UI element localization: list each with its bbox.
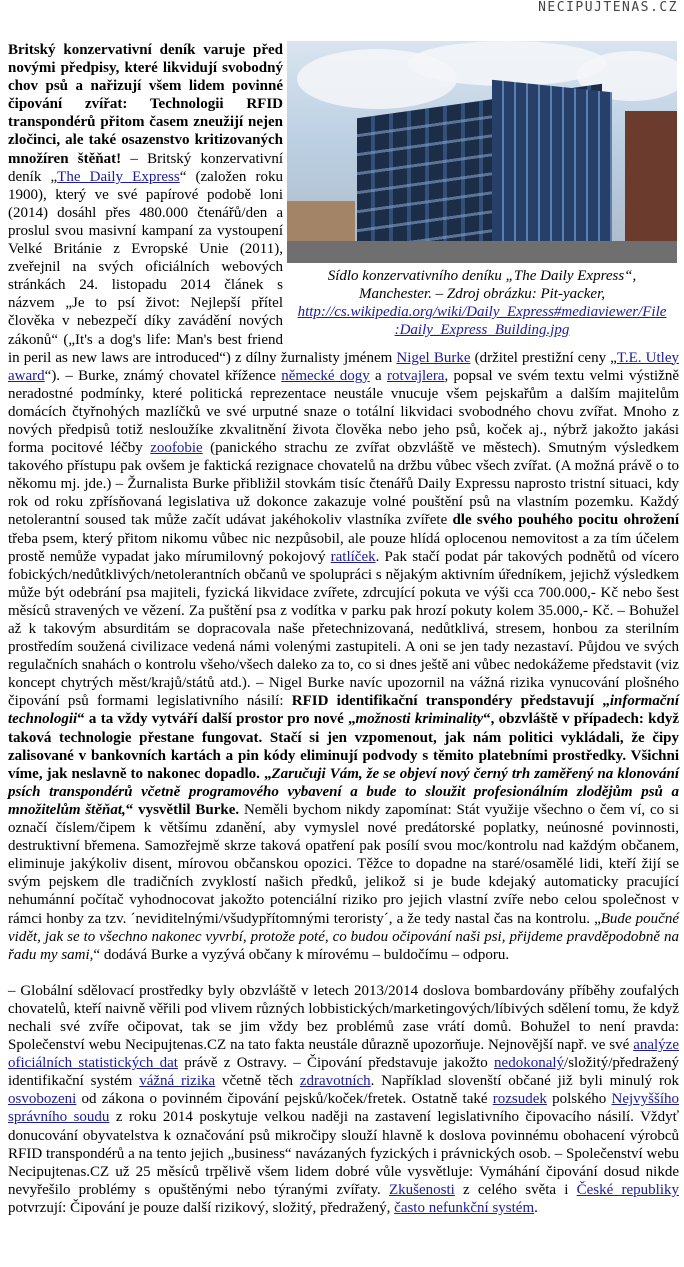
link-nigel-burke[interactable]: Nigel Burke xyxy=(396,349,471,366)
text: “ (založen roku 1900), který ve své papírové podobě loni (2014) dosáhl přes 480.000 čtenářů/den a proslul svou masivní kampaní za vystoupení Velké Británie z Evropské Unie (2011), zveřejnil na svých oficiálních webových stránkách 24. listopadu 2014 článek s názvem „Je to psí život: Nejlepší přítel člověka v nebezpečí díky zavádění nových zákonů“ („It's a dog's life: Man's best friend in peril as new laws are introduced“) z dílny žurnalisty jménem xyxy=(8,168,397,366)
bold-text: “, obzvláště v případech: když taková technologie přestane fungovat. Stačí si jen vzpomenout, jak nám politici vykládali, že čipy zalisované v bankovních kartách a pin kódy eliminují podvody s těmito platebními prostředky. Všichni víme, jak neslavně to nakonec dopadlo. „ xyxy=(8,711,679,782)
caption-line: Manchester. – Zdroj obrázku: Pit-yacker, xyxy=(358,286,606,302)
link-zoofobie[interactable]: zoofobie xyxy=(150,440,203,457)
bold-text: dle svého pouhého pocitu ohrožení xyxy=(452,512,679,529)
caption-source-link-continued[interactable]: :Daily_Express_Building.jpg xyxy=(394,322,570,338)
caption-source-link[interactable]: http://cs.wikipedia.org/wiki/Daily_Express#mediaviewer/File xyxy=(297,304,667,320)
text: “ dodává Burke a vyzývá občany k mírovému – buldočímu – odporu. xyxy=(93,946,510,963)
text: včetně těch xyxy=(215,1073,300,1090)
text: z roku 2014 poskytuje velkou naději na zastavení legislativního čipovacího násilí. Vždyť donucování obyvatelstva k označování psů mikročipy slouží hlavně k doslova povinnému obohacení výrobců RFID transpondérů a na tento jejich „business“ navázaných fyzických i právnických osob. – Společenství webu Necipujtenas.CZ už 25 měsíců trpělivě všem lidem dobré vůle vysvětluje: Vymáhání čipování dosud nikde nevyřešilo problémy s opuštěnými nebo týranými zvířaty. xyxy=(8,1109,679,1198)
text: polského xyxy=(546,1091,612,1108)
text: Neměli bychom nikdy zapomínat: Stát využije všechno o čem ví, co si označí číslem/čipem k většímu zdanění, aby vymyslel nové predátorské poplatky, neúnosné povinnosti, destruktivní břemena. Samozřejmě skrze taková opatření pak posílí svou moc/kontrolu nad každým občanem, eliminuje jakýkoliv disent, mírovou občanskou opozici. Těžce to dopadne na staré/osamělé lidi, kteří žijí se svým pejskem dle tradičních zvyklostí našich předků, jelikož si je bude kdejaký automaticky pracující nehumánní počítač vyhodnocovat jakožto potenciální riziko pro jejich vlastní zvíře nebo celou společnost v rámci honby za tzv. ´neviditelnými/všudypřítomnými teroristy´, a že tedy nastal čas na kontrolu. „ xyxy=(8,801,679,927)
link-ceske-republiky[interactable]: České republiky xyxy=(576,1181,679,1198)
text: “). – Burke, známý chovatel křížence xyxy=(44,367,282,384)
link-nejvyssi-spravni-soud[interactable]: Nejvyššího správního soudu xyxy=(8,1091,679,1126)
text: potvrzují: Čipování je pouze další rizikový, složitý, předražený, xyxy=(8,1199,395,1216)
article-body xyxy=(8,41,679,1217)
italic-quote: Bude poučné vidět, jak se to všechno nakonec vyvrbí, protože poté, co budou očipování naši psi, přijdeme pravděpodobně na řadu my sami, xyxy=(8,910,679,963)
link-ratlicek[interactable]: ratlíček xyxy=(330,548,376,565)
article-paragraph-2 xyxy=(8,982,679,1217)
link-nemecka-doga[interactable]: německé dogy xyxy=(281,367,370,384)
text: z celého světa i xyxy=(454,1181,577,1198)
site-logo[interactable]: NECIPUJTENAS.CZ xyxy=(538,0,678,15)
text: od zákona o povinném čipování pejsků/koček/fretek. Ostatně také xyxy=(76,1091,493,1108)
link-vazna-rizika[interactable]: vážná rizika xyxy=(139,1073,216,1090)
text: . xyxy=(534,1199,538,1216)
link-osvobozeni[interactable]: osvobozeni xyxy=(8,1091,77,1108)
link-nefunkcni-system[interactable]: často nefunkční systém xyxy=(394,1199,535,1216)
text: třeba psem, který přitom nikomu vůbec nic nezpůsobil, ale pouze hlídá oplocenou nemovitost a za tím účelem prostě nemůže vypadat jako mírumilovný pokojový xyxy=(8,530,679,565)
link-rozsudek[interactable]: rozsudek xyxy=(492,1091,547,1108)
link-daily-express[interactable]: The Daily Express xyxy=(57,168,180,185)
link-rotvajler[interactable]: rotvajlera xyxy=(387,367,445,384)
text: – Globální sdělovací prostředky byly obzvláště v letech 2013/2014 doslova bombardovány příběhy zoufalých chovatelů, kteří naivně věřili pod vlivem různých lobbistických/marketingových/líbivých sdělení tomu, že když nechali své zvíře očipovat, tak se jim vždy bez problémů zase vrátí domů. Bohužel to není pravda: Společenství webu Necipujtenas.CZ na tato fakta neustále důrazně upozorňuje. Nejnovější např. ve své xyxy=(8,982,679,1054)
bold-italic-text: informační technologii xyxy=(8,693,679,728)
bold-text: RFID identifikační transpondéry představují „ xyxy=(291,693,610,710)
text: (panického strachu ze zvířat obzvláště ve městech). Smutným výsledkem takového přístupu pak ovšem je faktická rezignace chovatelů na držbu vůbec všech zvířat. (A možná právě o to někomu mj. jde.) – Žurnalista Burke přibližil stovkám tisíc čtenářů Daily Expressu naprosto tristní situaci, kdy rok od roku zpřísňovaná legislativa už dokonce zakazuje volné pouštění psů na vlastním pozemku. Každý netolerantní soused tak může začít udávat jakéhokoliv vlastníka zvířete xyxy=(8,440,679,529)
text: právě z Ostravy. – Čipování představuje jakožto xyxy=(177,1055,495,1072)
text: /složitý/předražený identifikační systém xyxy=(8,1055,679,1090)
text: . Například slovenští občané již byli minulý rok xyxy=(370,1073,679,1090)
text: (držitel prestižní ceny „ xyxy=(470,349,617,366)
bold-text: “ vysvětlil Burke. xyxy=(125,801,240,818)
link-utley-award[interactable]: T.E. Utley award xyxy=(8,349,679,384)
lead-bold: Britský konzervativní deník varuje před novými předpisy, které likvidují svobodný chov psů a nařizují všem lidem povinné čipování zvířat: Technologii RFID transpondérů přitom časem zneužijí nejen zločinci, ale také osazenstvo kritizovaných množíren štěňat! xyxy=(8,42,283,167)
link-zkusenosti[interactable]: Zkušenosti xyxy=(388,1181,455,1198)
text: – Britský konzervativní deník „ xyxy=(8,150,283,185)
bold-text: “ a ta vždy vytváří další prostor pro nové „ xyxy=(77,711,356,728)
link-nedokonaly[interactable]: nedokonalý xyxy=(494,1055,565,1072)
link-zdravotnich[interactable]: zdravotních xyxy=(299,1073,371,1090)
text: , popsal ve svém textu velmi výstižně neradostné podmínky, které politická reprezentace neustále vnucuje všem pejskařům a dalším majitelům domácích čtyřnohých mazlíčků ve své urputné snaze o totální likvidaci svobodného chovu zvířat. Mnoho z nových předpisů totiž nesloužíke zkvalitnění života člověka nebo jeho psů, koček aj., nýbrž jakožto jakási forma pocitové léčby xyxy=(8,367,679,457)
text: a xyxy=(369,367,387,384)
text: . Pak stačí podat pár takových podnětů od vícero fobických/nedůtklivých/netolerantních občanů ve spolupráci s nějakým aktivním úředníkem, jejichž výsledkem může být odebrání psa majiteli, fyzická likvidace zvířete, zdrcující pokuta ve výši cca 700.000,- Kč nebo šest měsíců stravených ve vězení. Za puštění psa z vodítka v parku pak hrozí pokuty kolem 35.000,- Kč. – Bohužel až k takovým absurditám se dopracovala naše přetechnizovaná, nedůtklivá, stresem, honbou za sterilním prostředím soužená civilizace vedená námi volenými zastupiteli. A oni se jen tady nezastaví. Půjdou ve svých regulačních snahách o kontrolu všeho/všech daleko za to, co si dnes ještě ani vůbec nedokážeme představit (viz koncept chytrých měst/krajů/států atd.). – Nigel Burke navíc upozornil na vážná rizika vynucování plošného čipování psů formami legislativního násilí: xyxy=(8,548,679,710)
article-paragraph-1 xyxy=(8,41,679,964)
caption-line: Sídlo konzervativního deníku „The Daily Express“, xyxy=(327,268,637,284)
link-analyza[interactable]: analýze oficiálních statistických dat xyxy=(8,1037,679,1072)
bold-italic-quote: Zaručuji Vám, že se objeví nový černý trh zaměřený na klonování psích transpondérů včetně programového vybavení a bude to sloužit profesionálním zlodějům psů a množitelům štěňat, xyxy=(8,765,679,818)
bold-italic-text: možnosti kriminality xyxy=(355,711,484,728)
figure-spacer xyxy=(283,41,679,344)
